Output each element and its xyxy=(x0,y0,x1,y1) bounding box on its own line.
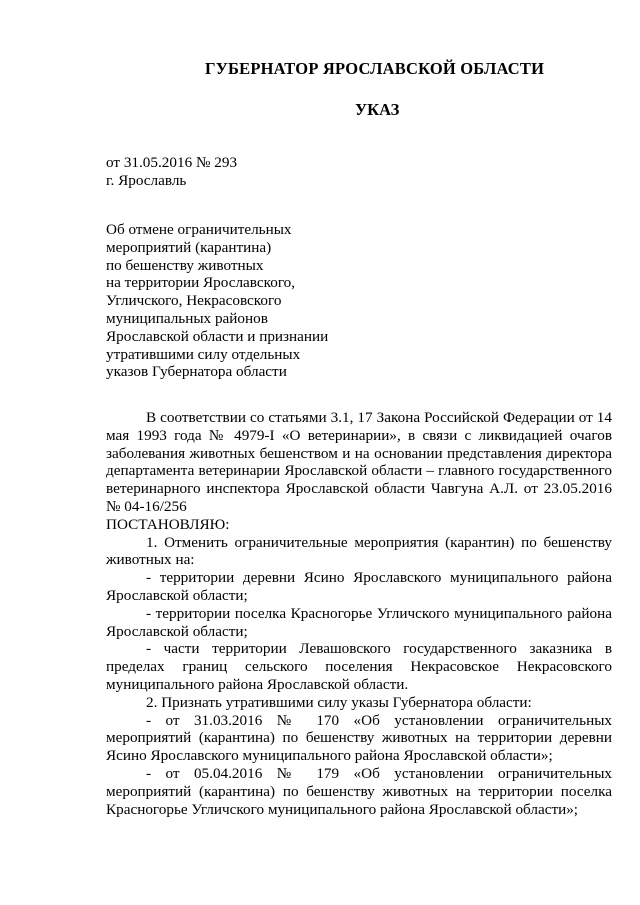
item-1-subitem: - территории деревни Ясино Ярославского муниципального района Ярославской области; xyxy=(106,569,612,604)
document-subject xyxy=(106,221,328,381)
subject-line: Об отмене ограничительных xyxy=(106,221,292,238)
city: г. Ярославль xyxy=(106,171,187,189)
subject-line: на территории Ярославского, xyxy=(106,274,296,292)
subject-line: по бешенству животных xyxy=(106,256,264,274)
document-body xyxy=(106,409,612,818)
subject-line: Ярославской области и признании xyxy=(106,327,329,345)
item-1: 1. Отменить ограничительные мероприятия (карантин) по бешенству животных на: xyxy=(106,533,612,569)
item-2-subitem: - от 31.03.2016 № 170 «Об установлении ограничительных мероприятий (карантина) по бешенству животных на территории деревни Ясино Ярославского муниципального района Ярославской области»; xyxy=(106,711,612,765)
subject-line: мероприятий (карантина) xyxy=(106,238,272,256)
subject-line: Угличского, Некрасовского xyxy=(106,292,282,310)
item-1-subitem: - части территории Левашовского государственного заказника в пределах границ сельского поселения Некрасовское Некрасовского муниципального района Ярославской области. xyxy=(106,640,612,693)
issuer-title: ГУБЕРНАТОР ЯРОСЛАВСКОЙ ОБЛАСТИ xyxy=(205,59,545,78)
item-1-subitem: - территории поселка Красногорье Угличского муниципального района Ярославской области; xyxy=(106,604,612,640)
document-type: УКАЗ xyxy=(355,100,400,119)
preamble-paragraph: В соответствии со статьями 3.1, 17 Закона Российской Федерации от 14 мая 1993 года № 4979-I «О ветеринарии», в связи с ликвидацией очагов заболевания животных бешенством и на основании представления директора департамента ветеринарии Ярославской области – главного государственного ветеринарного инспектора Ярославской области Чавгуна А.Л. от 23.05.2016 № 04-16/256 xyxy=(106,409,612,515)
item-2-subitem: - от 05.04.2016 № 179 «Об установлении ограничительных мероприятий (карантина) по бешенству животных на территории поселка Красногорье Угличского муниципального района Ярославской области»; xyxy=(106,764,612,818)
date-number: от 31.05.2016 № 293 xyxy=(106,154,238,171)
document-meta xyxy=(106,154,237,190)
subject-line: муниципальных районов xyxy=(106,309,268,327)
item-2: 2. Признать утратившими силу указы Губернатора области: xyxy=(146,693,532,711)
subject-line: указов Губернатора области xyxy=(106,363,287,381)
resolve-heading: ПОСТАНОВЛЯЮ: xyxy=(106,515,230,533)
subject-line: утратившими силу отдельных xyxy=(106,345,301,363)
